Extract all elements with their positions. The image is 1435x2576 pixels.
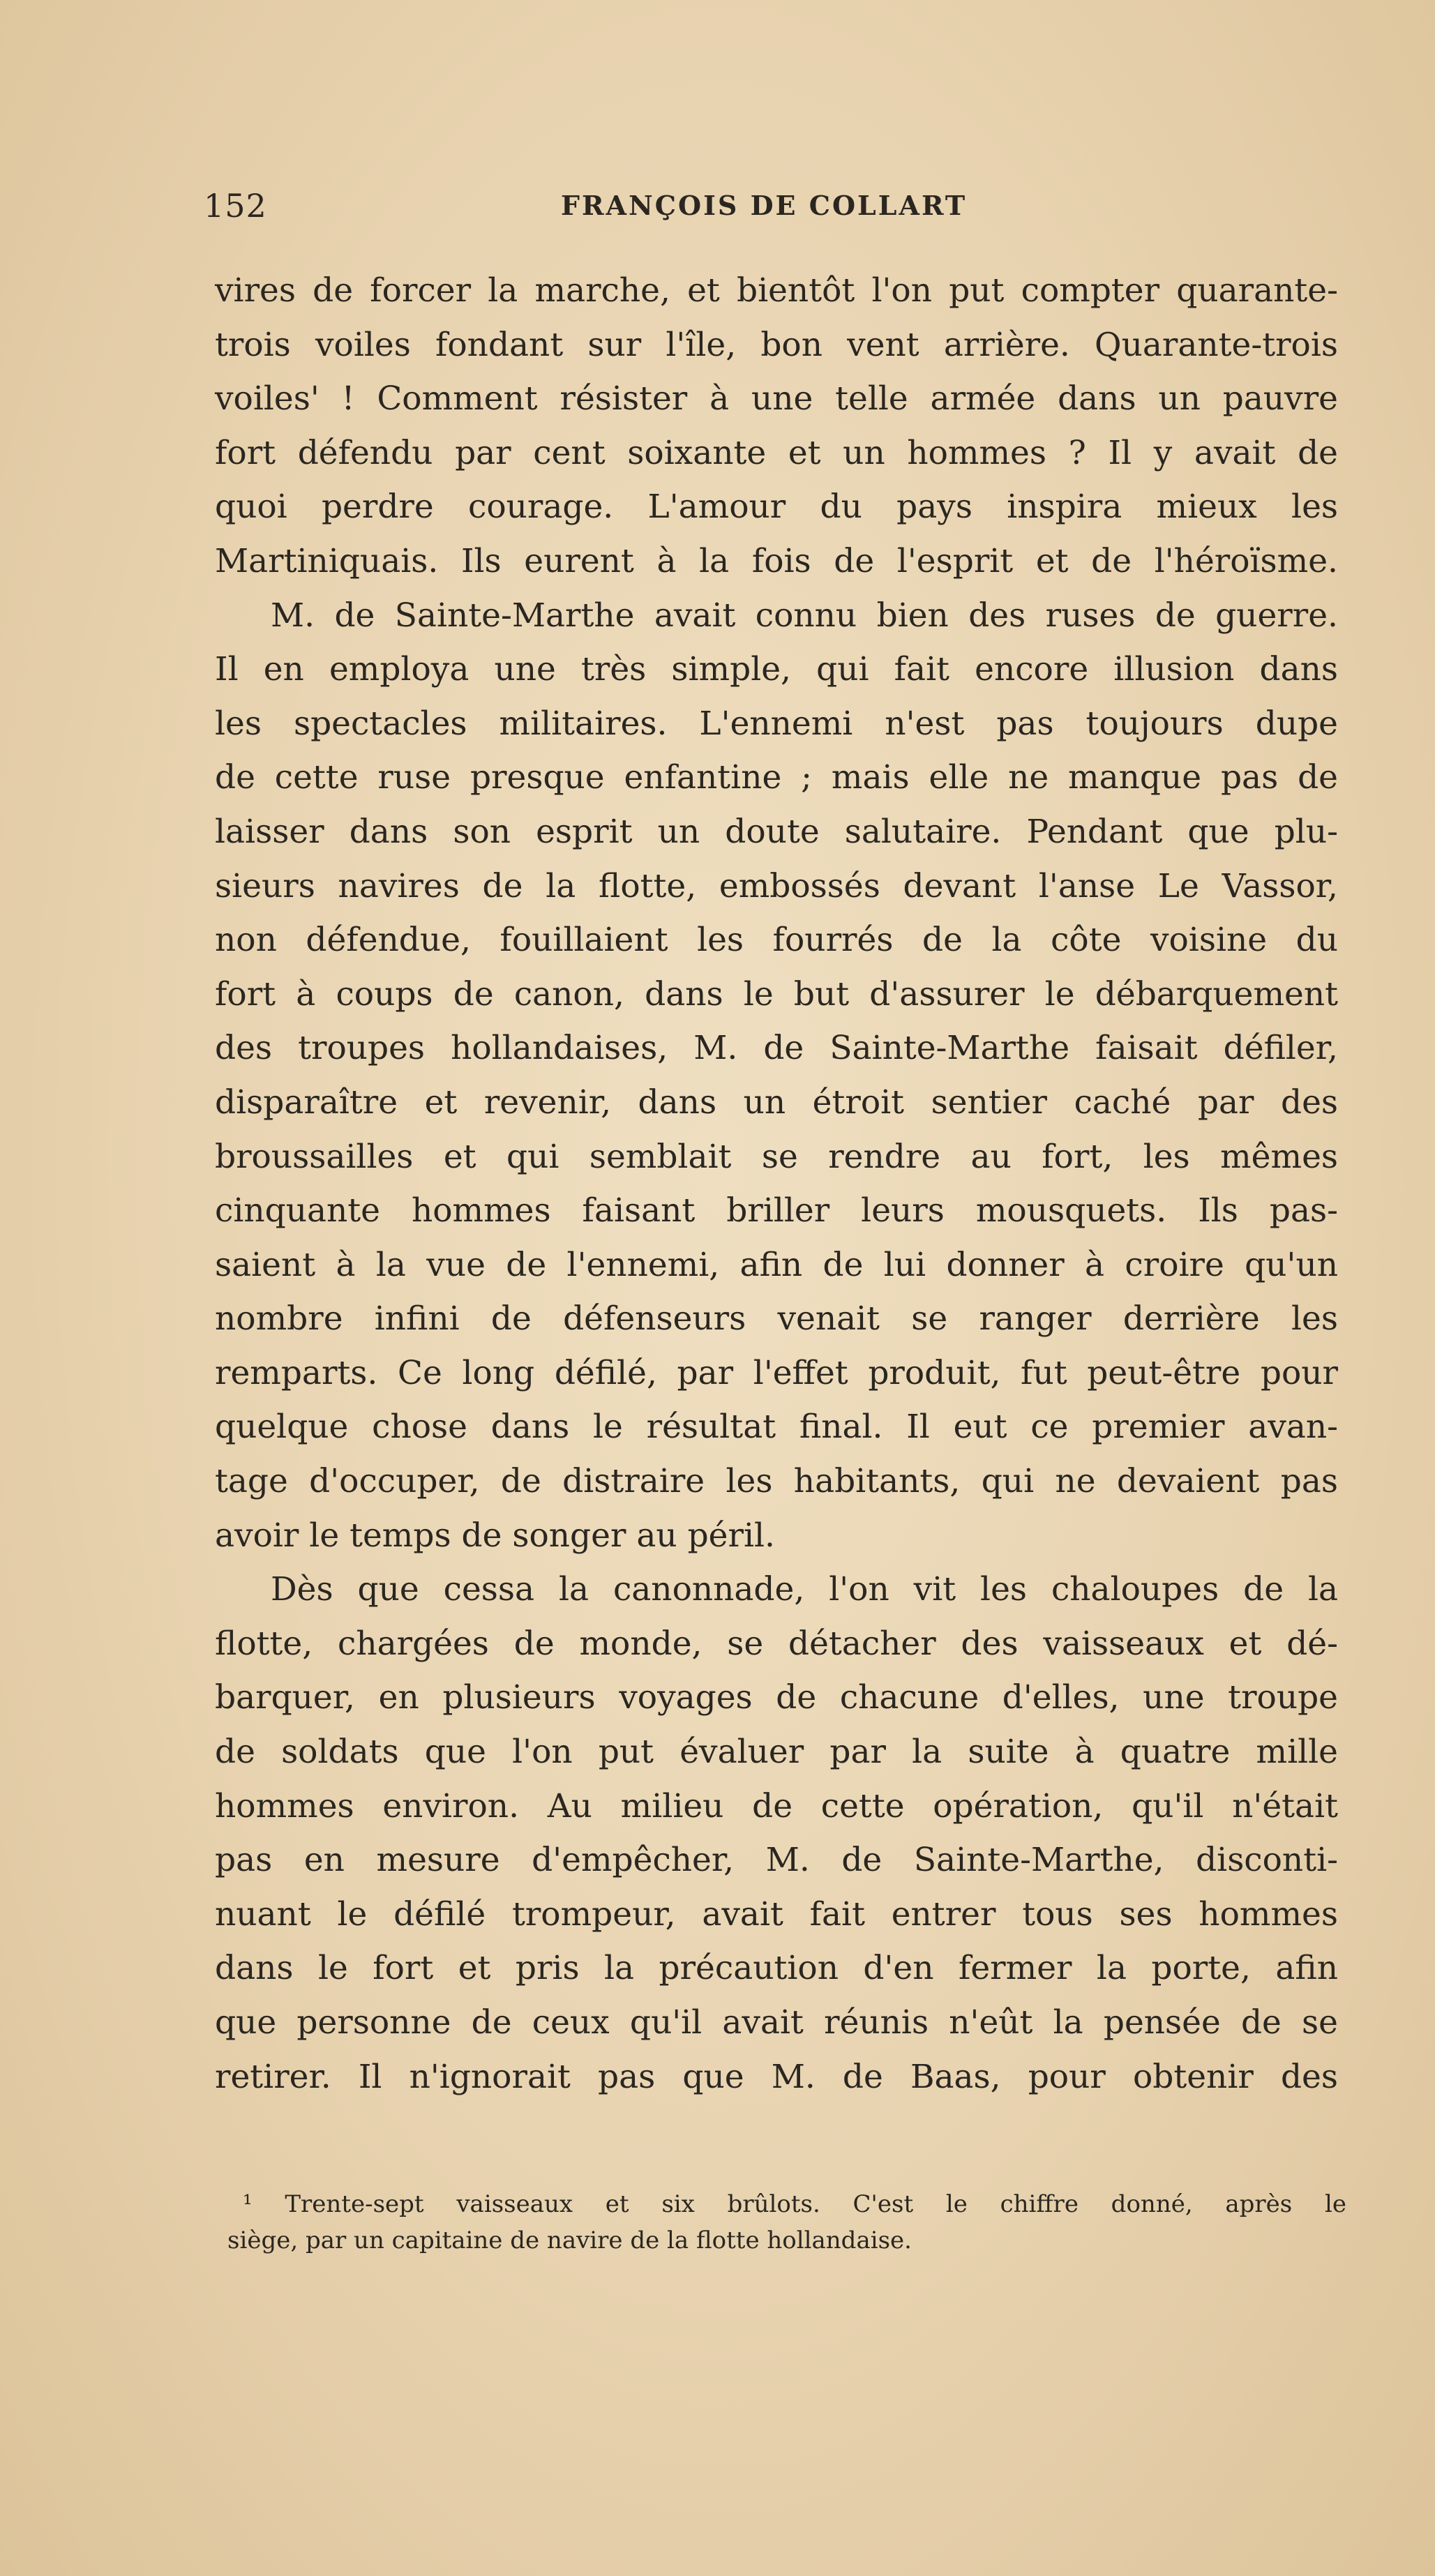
page-number: 152 [204,187,267,225]
text-line: vires de forcer la marche, et bientôt l'on put compter quarante- [215,271,1338,310]
text-line: trois voiles fondant sur l'île, bon vent arrière. Quarante-trois [215,325,1338,364]
text-line: les spectacles militaires. L'ennemi n'est pas toujours dupe [215,704,1338,743]
text-line: des troupes hollandaises, M. de Sainte-Marthe faisait défiler, [215,1029,1338,1068]
text-line: laisser dans son esprit un doute salutaire. Pendant que plu- [215,812,1338,851]
text-line: remparts. Ce long défilé, par l'effet produit, fut peut-être pour [215,1353,1338,1392]
text-line: fort défendu par cent soixante et un hommes ? Il y avait de [215,433,1338,472]
text-line: barquer, en plusieurs voyages de chacune d'elles, une troupe [215,1678,1338,1717]
text-line: disparaître et revenir, dans un étroit sentier caché par des [215,1083,1338,1122]
text-line: nuant le défilé trompeur, avait fait entrer tous ses hommes [215,1895,1338,1934]
text-line: hommes environ. Au milieu de cette opération, qu'il n'était [215,1786,1338,1825]
text-line: saient à la vue de l'ennemi, afin de lui donner à croire qu'un [215,1245,1338,1284]
text-line: Martiniquais. Ils eurent à la fois de l'esprit et de l'héroïsme. [215,541,1338,580]
text-line: Dès que cessa la canonnade, l'on vit les chaloupes de la [271,1570,1338,1609]
body-text [215,264,1338,2104]
text-line: cinquante hommes faisant briller leurs mousquets. Ils pas- [215,1191,1338,1230]
text-line: avoir le temps de songer au péril. [215,1516,775,1555]
text-line: voiles' ! Comment résister à une telle armée dans un pauvre [215,379,1338,419]
text-line: retirer. Il n'ignorait pas que M. de Baas, pour obtenir des [215,2057,1338,2096]
text-line: de cette ruse presque enfantine ; mais elle ne manque pas de [215,758,1338,797]
page-header [204,187,1348,229]
text-line: quelque chose dans le résultat final. Il eut ce premier avan- [215,1408,1338,1447]
footnote-line: ¹ Trente-sept vaisseaux et six brûlots. C'est le chiffre donné, après le [243,2190,1346,2218]
text-line: flotte, chargées de monde, se détacher des vaisseaux et dé- [215,1624,1338,1663]
text-line: M. de Sainte-Marthe avait connu bien des ruses de guerre. [271,596,1338,635]
text-line: quoi perdre courage. L'amour du pays inspira mieux les [215,488,1338,527]
text-line: tage d'occuper, de distraire les habitants, qui ne devaient pas [215,1462,1338,1501]
footnote [227,2186,1346,2259]
text-line: dans le fort et pris la précaution d'en fermer la porte, afin [215,1949,1338,1988]
text-line: pas en mesure d'empêcher, M. de Sainte-Marthe, disconti- [215,1841,1338,1880]
text-line: non défendue, fouillaient les fourrés de la côte voisine du [215,921,1338,960]
text-line: nombre infini de défenseurs venait se ranger derrière les [215,1300,1338,1339]
text-line: Il en employa une très simple, qui fait encore illusion dans [215,650,1338,689]
running-head: FRANÇOIS DE COLLART [561,190,968,221]
text-line: de soldats que l'on put évaluer par la suite à quatre mille [215,1733,1338,1772]
text-line: broussailles et qui semblait se rendre au fort, les mêmes [215,1137,1338,1176]
text-line: fort à coups de canon, dans le but d'assurer le débarquement [215,974,1338,1014]
text-line: que personne de ceux qu'il avait réunis n'eût la pensée de se [215,2003,1338,2042]
footnote-line: siège, par un capitaine de navire de la flotte hollandaise. [227,2227,912,2254]
text-line: sieurs navires de la flotte, embossés devant l'anse Le Vassor, [215,866,1338,905]
